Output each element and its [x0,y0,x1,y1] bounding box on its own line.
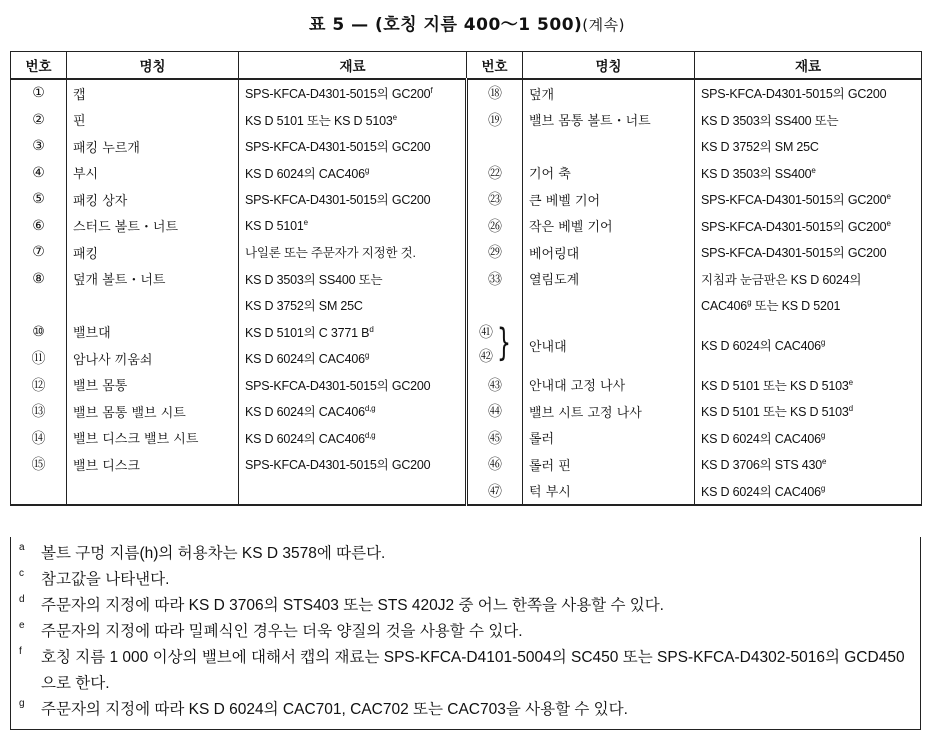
footnote-ref: e [303,217,308,227]
item-number-group [479,321,511,369]
item-number: ⑬ [11,398,67,425]
material-text: KS D 5101 [245,218,304,233]
table-row [11,160,922,187]
material-text: KS D 3503의 SS400 또는 [245,272,383,287]
footnote [19,697,912,723]
material-text: KS D 5101 또는 KS D 5103 [701,405,849,420]
item-number [11,478,67,506]
item-number: ㊼ [467,478,523,506]
footnote [19,567,912,593]
table-title-continued: (계속) [582,16,625,34]
footnote-ref: d,g [364,430,376,440]
item-number [467,133,523,160]
item-number: ㉖ [467,213,523,240]
item-name: 밸브 디스크 [67,451,239,478]
item-number [11,292,67,319]
item-material [239,372,467,399]
item-name: 롤러 핀 [523,451,695,478]
footnotes [10,537,921,730]
item-name: 밸브대 [67,319,239,346]
material-text: 지침과 눈금판은 KS D 6024의 [701,272,862,287]
footnote-text: 볼트 구멍 지름(h)의 허용차는 KS D 3578에 따른다. [41,545,386,562]
item-name: 베어링대 [523,239,695,266]
item-number: ⑮ [11,451,67,478]
item-name: 덮개 볼트・너트 [67,266,239,293]
item-material [695,266,922,293]
material-text: KS D 6024의 CAC406 [701,339,821,353]
item-material [239,186,467,213]
table-title [0,10,934,35]
footnote-text: 주문자의 지정에 따라 KS D 3706의 STS403 또는 STS 420J2 중 어느 한쪽을 사용할 수 있다. [41,597,664,614]
footnote-key: f [19,646,22,657]
item-number: ⑲ [467,107,523,134]
item-number: ㉒ [467,160,523,187]
item-number: ⑫ [11,372,67,399]
item-number: ③ [11,133,67,160]
table-row [11,239,922,266]
item-name: 밸브 몸통 밸브 시트 [67,398,239,425]
footnote-ref: d,g [364,404,376,414]
item-material [239,425,467,452]
header-material-right: 재료 [695,52,922,80]
footnote-key: d [19,594,25,605]
table-body [11,79,922,505]
brace-symbol: } [497,322,511,366]
item-name: 밸브 몸통 [67,372,239,399]
item-material [239,451,467,478]
table-row [11,107,922,134]
item-name [523,292,695,319]
footnote-key: c [19,568,24,579]
item-name: 안내대 [523,319,695,372]
item-number: ㉝ [467,266,523,293]
table-row [11,398,922,425]
item-material [695,239,922,266]
footnote-text: 주문자의 지정에 따라 밀폐식인 경우는 더욱 양질의 것을 사용할 수 있다. [41,623,523,640]
material-text: SPS-KFCA-D4301-5015의 GC200 [701,246,887,261]
footnote-ref: d [369,324,374,334]
footnote [19,541,912,567]
footnote-ref: e [886,192,891,202]
item-name: 핀 [67,107,239,134]
item-number: ㊹ [467,398,523,425]
item-material [239,79,467,107]
header-no-left: 번호 [11,52,67,80]
material-text: SPS-KFCA-D4301-5015의 GC200 [245,140,431,155]
item-material [239,239,467,266]
material-text: CAC406 [701,299,748,314]
table-row [11,425,922,452]
item-name: 패킹 상자 [67,186,239,213]
footnote [19,593,912,619]
item-number: ⑱ [467,79,523,107]
footnote-ref: e [886,218,891,228]
materials-table [10,51,922,506]
material-text: KS D 6024의 CAC406 [245,431,365,446]
item-name: 열림도계 [523,266,695,293]
item-material [695,398,922,425]
item-material [239,133,467,160]
item-material [695,133,922,160]
item-number: ⑤ [11,186,67,213]
footnote-ref: g [820,337,826,347]
item-number: ㉓ [467,186,523,213]
item-name: 밸브 시트 고정 나사 [523,398,695,425]
material-text: SPS-KFCA-D4301-5015의 GC200 [701,193,887,208]
item-name: 롤러 [523,425,695,452]
material-text: 나일론 또는 주문자가 지정한 것. [245,246,416,261]
item-name: 스터드 볼트・너트 [67,213,239,240]
item-name: 덮개 [523,79,695,107]
item-material [695,186,922,213]
header-name-left: 명칭 [67,52,239,80]
table-row [11,186,922,213]
material-text: KS D 6024의 CAC406 [701,484,821,499]
footnote-ref: d [848,404,853,414]
item-number: ⑪ [11,345,67,372]
item-material [239,266,467,293]
item-number-list [479,321,493,369]
table-row [11,79,922,107]
item-number: ① [11,79,67,107]
table-row [11,478,922,506]
footnote-key: a [19,542,25,553]
material-text: KS D 3752의 SM 25C [701,140,819,155]
item-name: 암나사 끼움쇠 [67,345,239,372]
table-title-main: 표 5 — (호칭 지름 400～1 500) [309,15,583,35]
material-text: KS D 6024의 CAC406 [245,405,365,420]
table-row [11,451,922,478]
material-text: KS D 3706의 STS 430 [701,458,823,473]
item-name: 패킹 [67,239,239,266]
item-name: 기어 축 [523,160,695,187]
table-row [11,319,922,346]
table-header-row [11,52,922,80]
item-name [67,478,239,506]
footnote-key: g [19,698,25,709]
footnote-ref: g [820,430,826,440]
material-text: SPS-KFCA-D4301-5015의 GC200 [245,87,431,102]
header-name-right: 명칭 [523,52,695,80]
material-text: SPS-KFCA-D4301-5015의 GC200 [701,87,887,102]
item-number: ⑧ [11,266,67,293]
item-material [239,345,467,372]
footnote-ref: g [747,298,752,308]
item-name: 작은 베벨 기어 [523,213,695,240]
item-number: ② [11,107,67,134]
header-material-left: 재료 [239,52,467,80]
material-text: 또는 KS D 5201 [751,299,841,314]
item-material [695,213,922,240]
material-text: SPS-KFCA-D4301-5015의 GC200 [245,378,431,393]
item-name [67,292,239,319]
item-name: 큰 베벨 기어 [523,186,695,213]
footnote-ref: e [822,457,827,467]
item-material [239,319,467,346]
material-text: KS D 3503의 SS400 [701,166,812,181]
item-name: 밸브 몸통 볼트・너트 [523,107,695,134]
item-number [467,292,523,319]
item-number: ⑭ [11,425,67,452]
item-name: 캡 [67,79,239,107]
table-row [11,292,922,319]
footnote-ref: e [392,112,397,122]
item-number: ㊻ [467,451,523,478]
material-text: KS D 5101 또는 KS D 5103 [701,378,849,393]
item-number: ⑩ [11,319,67,346]
table-row [11,213,922,240]
item-material [239,107,467,134]
material-text: KS D 3503의 SS400 또는 [701,113,839,128]
footnote-text: 참고값을 나타낸다. [41,571,170,588]
item-name: 밸브 디스크 밸브 시트 [67,425,239,452]
material-text: KS D 3752의 SM 25C [245,299,363,314]
item-material [695,79,922,107]
item-number: ⑥ [11,213,67,240]
item-material [239,398,467,425]
table-row [11,133,922,160]
footnote-ref: e [848,377,853,387]
item-material [695,292,922,319]
footnote-text: 호칭 지름 1 000 이상의 밸브에 대해서 캡의 재료는 SPS-KFCA-D4101-5004의 SC450 또는 SPS-KFCA-D4302-5016의 GCD450으로 한다. [41,649,905,692]
footnote-ref: g [364,165,370,175]
item-material [695,107,922,134]
item-material [695,372,922,399]
footnote [19,645,912,697]
material-text: KS D 5101의 C 3771 B [245,325,370,340]
item-material [695,160,922,187]
item-material [695,319,922,372]
item-number: ⑦ [11,239,67,266]
table-row [11,266,922,293]
table-row [11,372,922,399]
footnote-ref: g [820,483,826,493]
material-text: KS D 6024의 CAC406 [245,166,365,181]
material-text: SPS-KFCA-D4301-5015의 GC200 [701,219,887,234]
material-text: KS D 5101 또는 KS D 5103 [245,113,393,128]
item-material [695,451,922,478]
footnote-text: 주문자의 지정에 따라 KS D 6024의 CAC701, CAC702 또는 CAC703을 사용할 수 있다. [41,701,628,718]
item-name: 부시 [67,160,239,187]
footnote-ref: f [430,86,433,96]
material-text: SPS-KFCA-D4301-5015의 GC200 [245,193,431,208]
item-number: ㉙ [467,239,523,266]
material-text: KS D 6024의 CAC406 [701,431,821,446]
item-number: ㊶ [479,325,493,341]
item-number [467,319,523,372]
item-material [239,160,467,187]
item-number: ④ [11,160,67,187]
footnote-ref: e [811,165,816,175]
item-material [239,478,467,506]
material-text: KS D 6024의 CAC406 [245,352,365,367]
item-number: ㊷ [479,349,493,365]
item-name: 패킹 누르개 [67,133,239,160]
item-material [695,425,922,452]
item-material [695,478,922,506]
item-name: 안내대 고정 나사 [523,372,695,399]
footnote-ref: g [364,351,370,361]
item-name: 턱 부시 [523,478,695,506]
item-material [239,292,467,319]
item-name [523,133,695,160]
header-no-right: 번호 [467,52,523,80]
footnote-key: e [19,620,25,631]
item-number: ㊸ [467,372,523,399]
material-text: SPS-KFCA-D4301-5015의 GC200 [245,458,431,473]
item-number: ㊺ [467,425,523,452]
footnote [19,619,912,645]
item-material [239,213,467,240]
